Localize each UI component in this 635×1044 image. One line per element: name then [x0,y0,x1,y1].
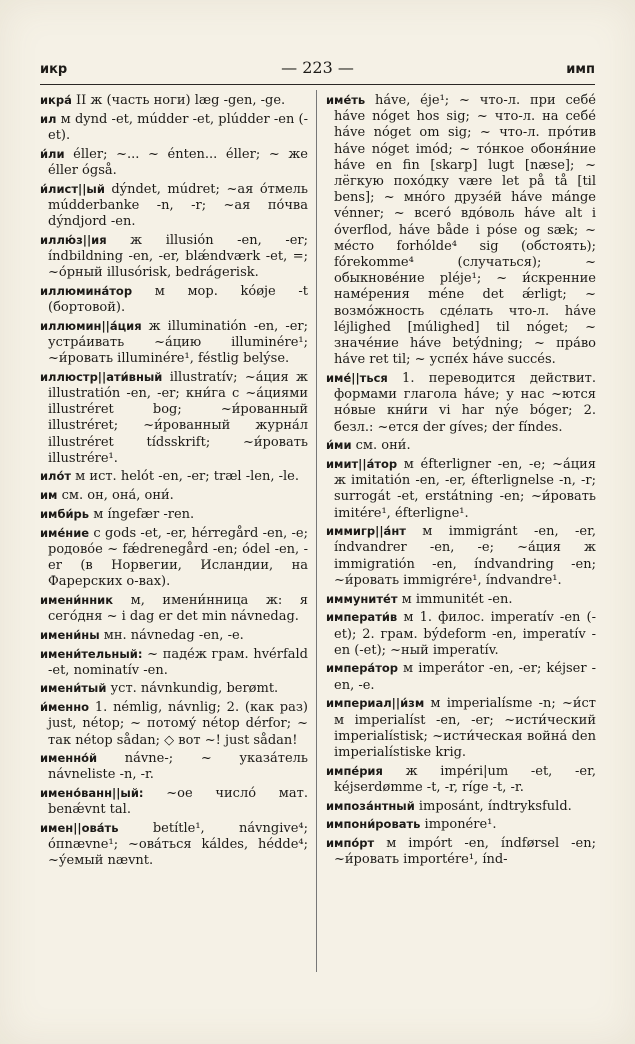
entry-headword: и́лист||ый [40,181,105,196]
entry-definition: м мор. kóøje -t (бортовой). [48,283,308,315]
entry-headword: имени́тельный: [40,646,143,661]
entry-definition: imponére¹. [420,817,497,833]
column-divider [316,90,317,972]
entry-definition: м imperialísme -n; ~и́ст м imperialíst -en, -er; ~исти́ческий imperialístisk; ~исти́ческая война́ den imperialístiske krig. [334,696,596,760]
dictionary-entry [40,232,308,282]
entry-headword: импони́ровать [326,817,421,832]
dictionary-entry [40,468,308,485]
dictionary-entry [326,523,596,589]
entry-definition: уст. návnkundig, berømt. [106,681,279,697]
entry-headword: имени́ны [40,627,100,642]
entry-headword: иммуните́т [326,591,398,606]
entry-definition: háve, éje¹; ~ что-л. при себе́ háve nóget hos sig; ~ что-л. на себе́ háve nóget om sig; ~ что-л. про́тив háve nóget imód; ~ то́нкое обоня́ние háve en fin [skarp] lugt [næse]; ~ лёгкую похо́дку være let på tå [til bens]; ~ мно́го друзе́й háve mánge vénner; ~ всего́ вдо́воль háve alt i óverflod, háve både i póse og sæk; ~ ме́сто forhólde⁴ sig (обстоять); fórekomme⁴ (случаться); ~ обыкнове́ние pléje¹; ~ и́скренние наме́рения méne det ǽrligt; ~ возмо́жность сде́лать что-л. háve léjlighed [múlighed] til nóget; ~ значе́ние háve betýdning; ~ пра́во háve ret til; ~ успе́х háve succés. [334,93,596,368]
entry-definition: ж illuminatión -en, -er; устра́ивать ~а́цию illuminére¹; ~и́ровать illuminére¹, féstlig belýse. [48,318,308,367]
dictionary-entry [40,699,308,749]
entry-headword: импе́рия [326,763,383,778]
entry-headword: иллюмин||а́ция [40,318,142,333]
entry-definition: éller; ~... ~ énten... éller; ~ же éller ógså. [48,146,308,178]
dictionary-entry [326,437,596,454]
entry-headword: и́ми [326,438,352,453]
entry-definition: м immunitét -en. [397,591,513,607]
dictionary-entry [326,695,596,761]
entry-definition: 1. переводится действит. формами глагола háve; у нас ~ются но́вые кни́ги vi har nýe bóger; 2. безл.: ~ется der gíves; der fíndes. [334,370,596,435]
dictionary-entry [326,798,596,815]
entry-definition: с gods -et, -er, hérregård -en, -e; родово́е ~ fǽdrenegård -en; ódel -en, -er (в Норвегии, Исландии, на Фарерских о-вах). [48,525,308,590]
entry-headword: имен||ова́ть [40,821,119,836]
entry-definition: м íngefær -ren. [89,506,195,522]
dictionary-entry [326,591,596,608]
entry-headword: име́||ться [326,370,388,385]
entry-definition: imposánt, índtryksfuld. [414,798,572,814]
entry-headword: ило́т [40,469,72,484]
entry-headword: име́ние [40,525,90,540]
dictionary-entry [326,816,596,833]
header-rule [40,84,595,85]
entry-definition: м imperátor -en, -er; kéjser -en, -e. [334,661,596,693]
dictionary-entry [40,627,308,644]
entry-headword: икра́ [40,93,72,107]
entry-headword: императи́в [326,610,398,625]
entry-headword: и́ли [40,146,65,161]
dictionary-entry [40,111,308,144]
dictionary-entry [40,525,308,591]
dictionary-entry [40,181,308,231]
dictionary-entry [40,146,308,179]
entry-definition: ж impéri|um -et, -er, kéjserdømme -t, -r, ríge -t, -r. [334,763,596,795]
page-number: — 223 — [281,58,354,77]
entry-definition: 1. némlig, návnlig; 2. (как раз) just, nétop; ~ потому́ nétop dérfor; ~ так nétop sådan; ◇ вот ~! just sådan! [48,700,308,748]
dictionary-entry [40,283,308,316]
entry-headword: и́менно [40,700,90,715]
entry-definition: illustratív; ~а́ция ж illustratión -en, -er; кни́га с ~а́циями illustréret bog; ~и́рованный illustréret; ~и́рованный журна́л illustréret tídsskrift; ~и́ровать illustrére¹. [48,369,308,466]
entry-definition: dýndet, múdret; ~ая о́тмель múdderbanke -n, -r; ~ая по́чва dýndjord -en. [48,181,308,229]
entry-definition: м, имени́нница ж: я сего́дня ~ i dag er det min návnedag. [48,592,308,625]
dictionary-entry [40,785,308,818]
entry-definition: ж illusión -en, -er; índbildning -en, -er, blǽndværk -et, =; ~о́рный illusórisk, bedrágerisk. [48,232,308,281]
entry-headword: именно́й [40,751,98,766]
header-left-guideword: икр [40,62,68,77]
entry-headword: иммигр||а́нт [326,524,406,539]
dictionary-entry [326,835,596,868]
entry-definition: см. он, она́, они́. [57,488,174,504]
entry-headword: иллю́з||ия [40,232,107,247]
entry-headword: имени́нник [40,592,114,607]
entry-headword: импоза́нтный [326,798,415,813]
dictionary-entry [40,369,308,467]
dictionary-entry [40,487,308,504]
right-column [326,92,596,974]
dictionary-entry [40,680,308,697]
dictionary-entry [40,92,308,109]
entry-headword: империал||и́зм [326,696,425,711]
entry-definition: ~ое число́ мат. benǽvnt tal. [48,786,308,818]
entry-definition: návne-; ~ указа́тель návneliste -n, -r. [48,751,308,783]
entry-headword: ил [40,111,57,126]
dictionary-entry [326,660,596,693]
dictionary-entry [40,646,308,679]
left-column [40,92,308,974]
dictionary-entry [40,506,308,523]
page-header [40,58,595,82]
entry-definition: м dynd -et, múdder -et, plúdder -en (-et). [48,111,308,143]
dictionary-entry [40,318,308,368]
entry-definition: ~ паде́ж грам. hvérfald -et, nominatív -en. [48,646,308,678]
entry-headword: им [40,488,58,503]
entry-definition: мн. návnedag -en, -e. [99,627,244,643]
entry-headword: имени́тый [40,681,107,696]
entry-headword: импера́тор [326,661,398,676]
entry-definition: II ж (часть ноги) læg -gen, -ge. [71,93,286,108]
entry-headword: иллюмина́тор [40,283,133,298]
entry-headword: иллюстр||ати́вный [40,369,163,384]
entry-headword: имит||а́тор [326,456,398,471]
dictionary-entry [40,820,308,870]
dictionary-entry [40,750,308,783]
entry-definition: м ист. helót -en, -er; træl -len, -le. [71,469,299,485]
entry-headword: имено́ванн||ый: [40,786,144,801]
header-right-guideword: имп [566,62,595,77]
entry-headword: име́ть [326,93,366,107]
dictionary-entry [326,456,596,522]
dictionary-entry [326,92,596,368]
entry-definition: м immigránt -en, -er, índvandrer -en, -e; ~а́ция ж immigratión -en, índvandring -en; ~и́ровать immigrére¹, índvandre¹. [334,524,596,588]
entry-headword: имби́рь [40,506,90,521]
entry-definition: м 1. филос. imperatív -en (-et); 2. грам. býdeform -en, imperatív -en (-et); ~ный imperatív. [334,610,596,658]
entry-definition: м impórt -en, índførsel -en; ~и́ровать importére¹, índ- [334,835,596,868]
dictionary-entry [40,592,308,625]
entry-definition: см. они́. [351,438,411,454]
entry-definition: betítle¹, návngive⁴; óпnævne¹; ~ова́ться káldes, hédde⁴; ~у́емый nævnt. [48,821,308,869]
entry-headword: импо́рт [326,835,375,850]
dictionary-entry [326,370,596,436]
dictionary-entry [326,763,596,796]
entry-definition: м éfterligner -en, -e; ~а́ция ж imitatión -en, -er, éfterlignelse -n, -r; surrogát -et, erstátning -en; ~и́ровать imitére¹, éfterligne¹. [334,456,596,521]
dictionary-entry [326,609,596,659]
